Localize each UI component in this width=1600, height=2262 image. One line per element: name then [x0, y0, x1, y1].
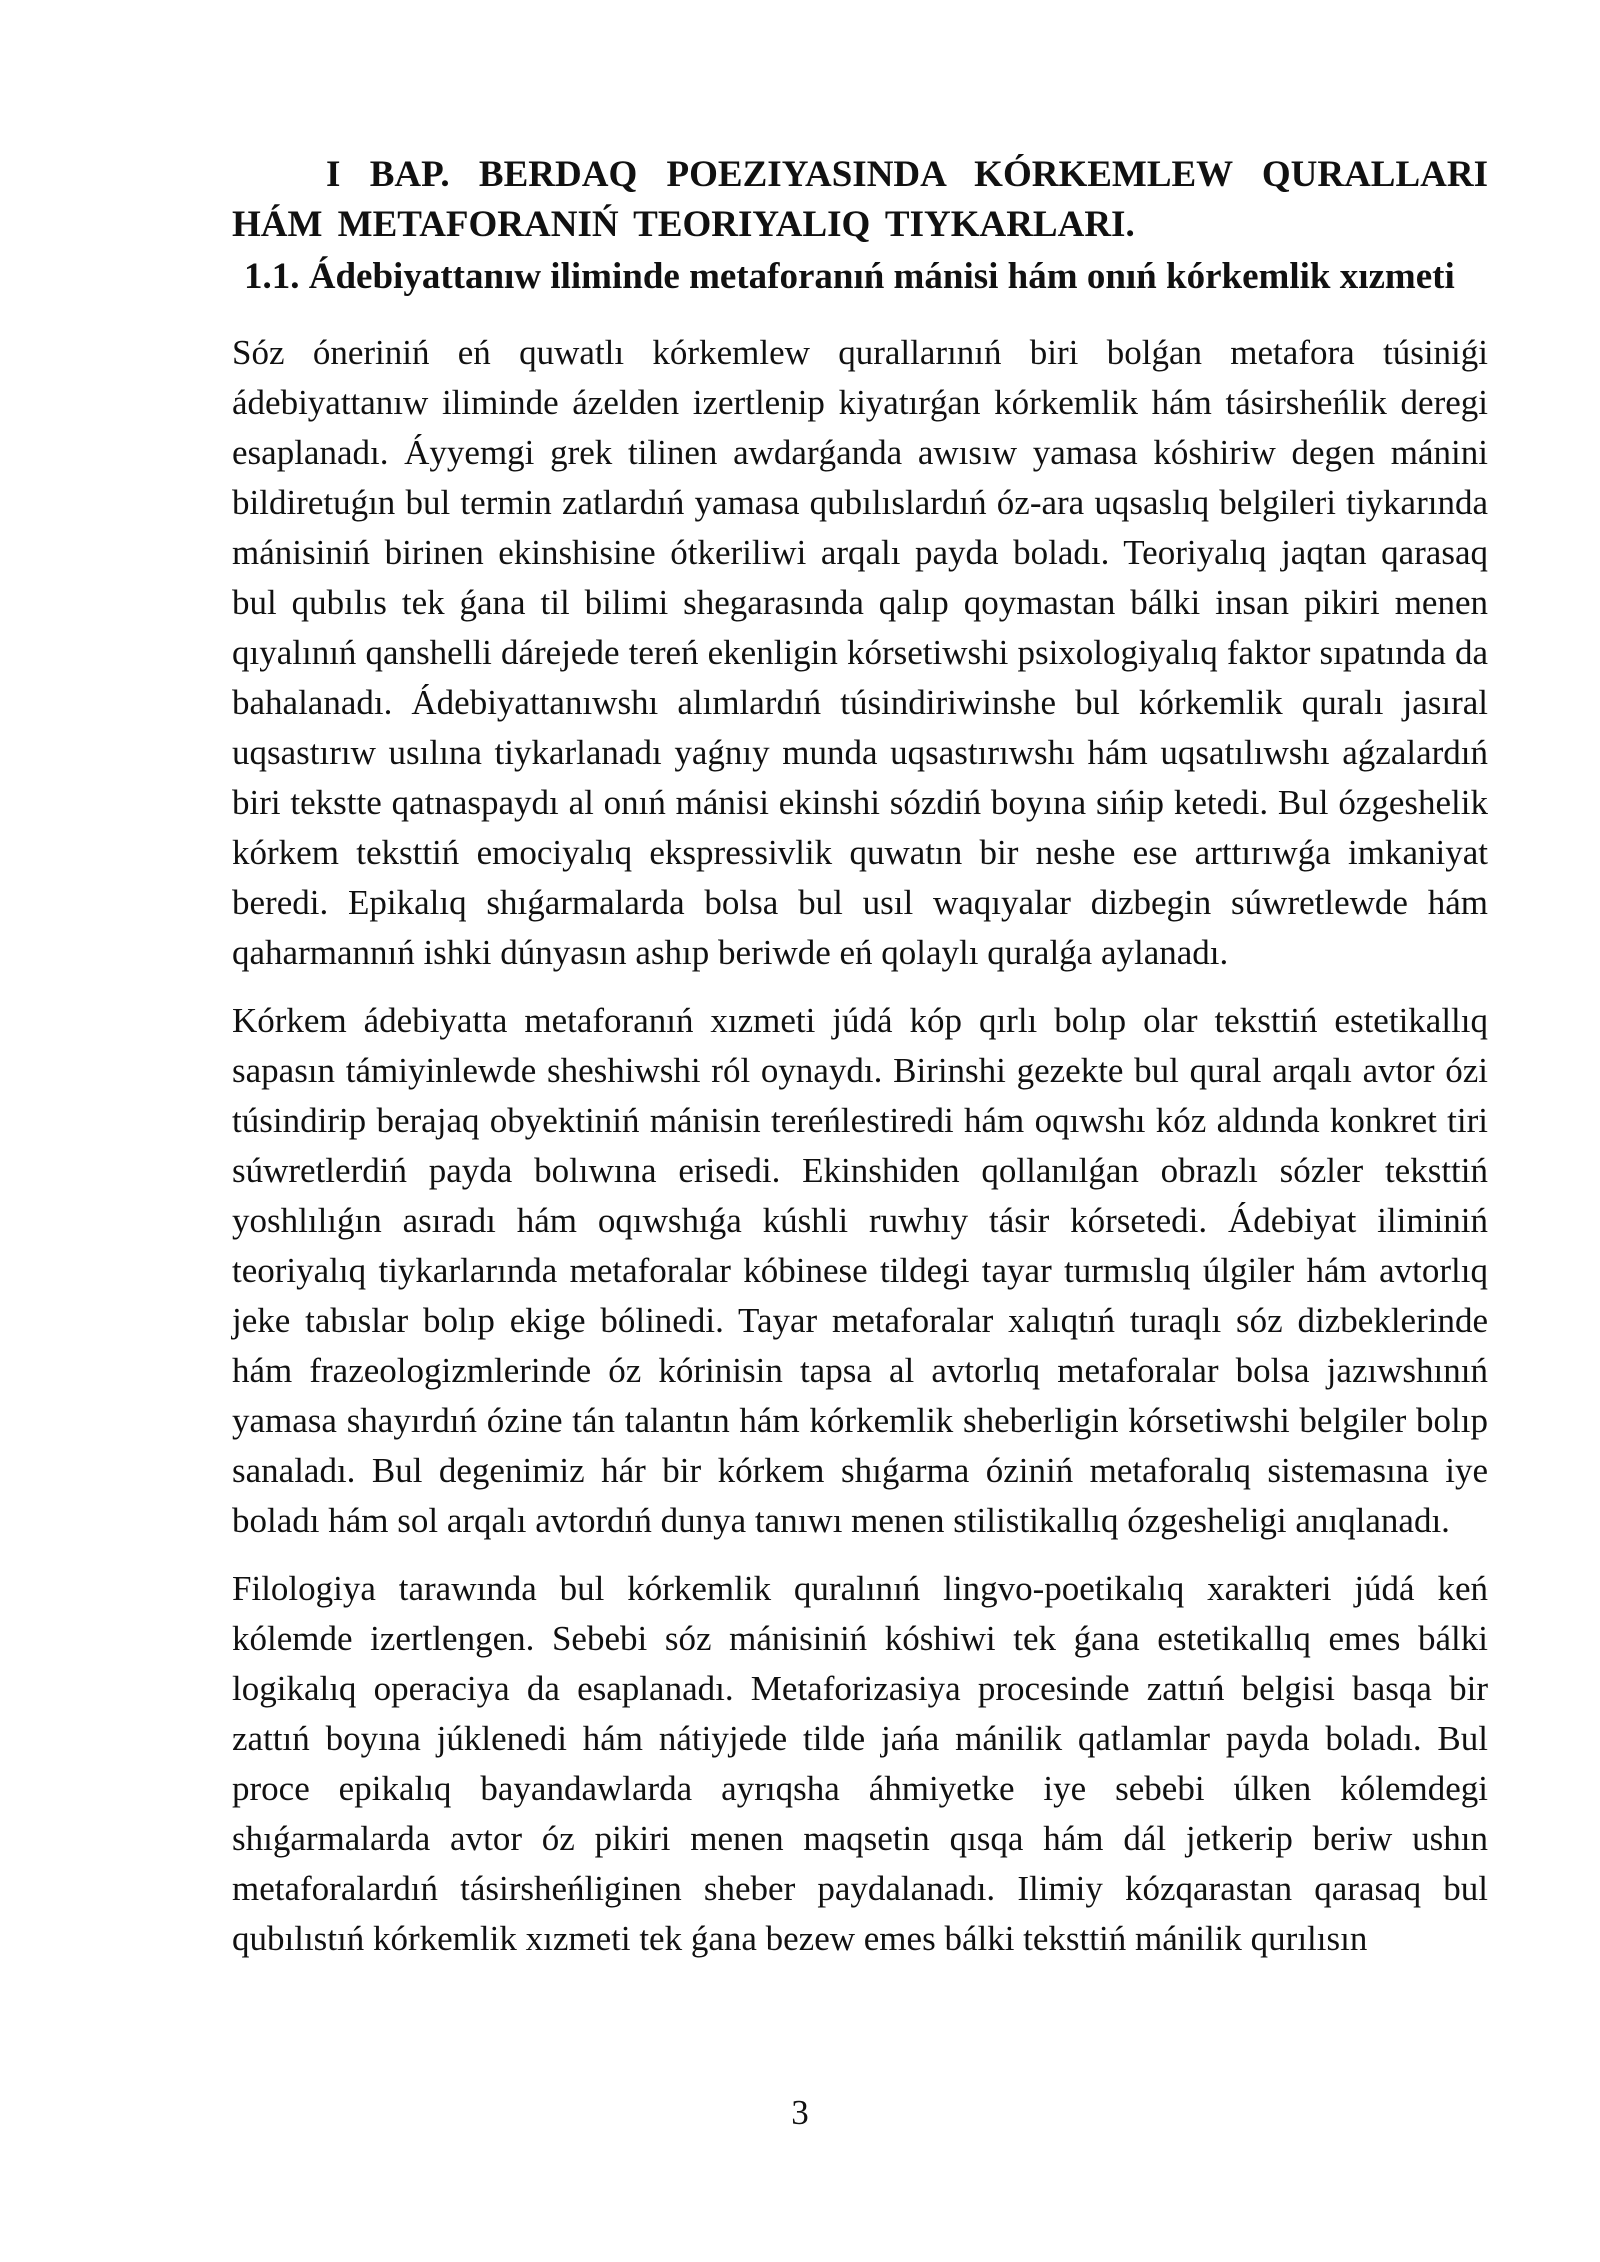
body-paragraph-1: Sóz óneriniń eń quwatlı kórkemlew qurallarınıń biri bolǵan metafora túsiniǵi ádebiyattanıw iliminde ázelden izertlenip kiyatırǵan kórkemlik hám tásirsheńlik deregi esaplanadı. Áyyemgi grek tilinen awdarǵanda awısıw yamasa kóshiriw degen mánini bildiretuǵın bul termin zatlardıń yamasa qubılıslardıń óz-ara uqsaslıq belgileri tiykarında mánisiniń birinen ekinshisine ótkeriliwi arqalı payda boladı. Teoriyalıq jaqtan qarasaq bul qubılıs tek ǵana til bilimi shegarasında qalıp qoymastan bálki insan pikiri menen qıyalınıń qanshelli dárejede tereń ekenligin kórsetiwshi psixologiyalıq faktor sıpatında da bahalanadı. Ádebiyattanıwshı alımlardıń túsindiriwinshe bul kórkemlik quralı jasıral uqsastırıw usılına tiykarlanadı yaǵnıy munda uqsastırıwshı hám uqsatılıwshı aǵzalardıń biri tekstte qatnaspaydı al onıń mánisi ekinshi sózdiń boyına sińip ketedi. Bul ózgeshelik kórkem teksttiń emociyalıq ekspressivlik quwatın bir neshe ese arttırıwǵa imkaniyat beredi. Epikalıq shıǵarmalarda bolsa bul usıl waqıyalar dizbegin súwretlewde hám qaharmannıń ishki dúnyasın ashıp beriwde eń qolaylı quralǵa aylanadı.: [232, 333, 1488, 972]
page-content: [232, 150, 1488, 1982]
chapter-title: I BAP. BERDAQ POEZIYASINDA KÓRKEMLEW QURALLARI HÁM METAFORANIŃ TEORIYALIQ TIYKARLARI.: [232, 154, 1488, 245]
body-paragraph-2: Kórkem ádebiyatta metaforanıń xızmeti júdá kóp qırlı bolıp olar teksttiń estetikallıq sapasın támiyinlewde sheshiwshi ról oynaydı. Birinshi gezekte bul qural arqalı avtor ózi túsindirip berajaq obyektiniń mánisin tereńlestiredi hám oqıwshı kóz aldında konkret tiri súwretlerdiń payda bolıwına erisedi. Ekinshiden qollanılǵan obrazlı sózler teksttiń yoshlılıǵın asıradı hám oqıwshıǵa kúshli ruwhıy tásir kórsetedi. Ádebiyat iliminiń teoriyalıq tiykarlarında metaforalar kóbinese tildegi tayar turmıslıq úlgiler hám avtorlıq jeke tabıslar bolıp ekige bólinedi. Tayar metaforalar xalıqtıń turaqlı sóz dizbeklerinde hám frazeologizmlerinde óz kórinisin tapsa al avtorlıq metaforalar bolsa jazıwshınıń yamasa shayırdıń ózine tán talantın hám kórkemlik sheberligin kórsetiwshi belgiler bolıp sanaladı. Bul degenimiz hár bir kórkem shıǵarma óziniń metaforalıq sistemasına iye boladı hám sol arqalı avtordıń dunya tanıwı menen stilistikallıq ózgesheligi anıqlanadı.: [232, 1001, 1488, 1540]
body-paragraph-3: Filologiya tarawında bul kórkemlik quralınıń lingvo-poetikalıq xarakteri júdá keń kólemde izertlengen. Sebebi sóz mánisiniń kóshiwi tek ǵana estetikallıq emes bálki logikalıq operaciya da esaplanadı. Metaforizasiya procesinde zattıń belgisi basqa bir zattıń boyına júklenedi hám nátiyjede tilde jańa mánilik qatlamlar payda boladı. Bul proce epikalıq bayandawlarda ayrıqsha áhmiyetke iye sebebi úlken kólemdegi shıǵarmalarda avtor óz pikiri menen maqsetin qısqa hám dál jetkerip beriw ushın metaforalardıń tásirsheńliginen sheber paydalanadı. Ilimiy kózqarastan qarasaq bul qubılıstıń kórkemlik xızmeti tek ǵana bezew emes bálki teksttiń mánilik qurılısın: [232, 1569, 1488, 1958]
section-title: 1.1. Ádebiyattanıw iliminde metaforanıń mánisi hám onıń kórkemlik xızmeti: [244, 256, 1455, 297]
page-number: 3: [791, 2093, 809, 2132]
